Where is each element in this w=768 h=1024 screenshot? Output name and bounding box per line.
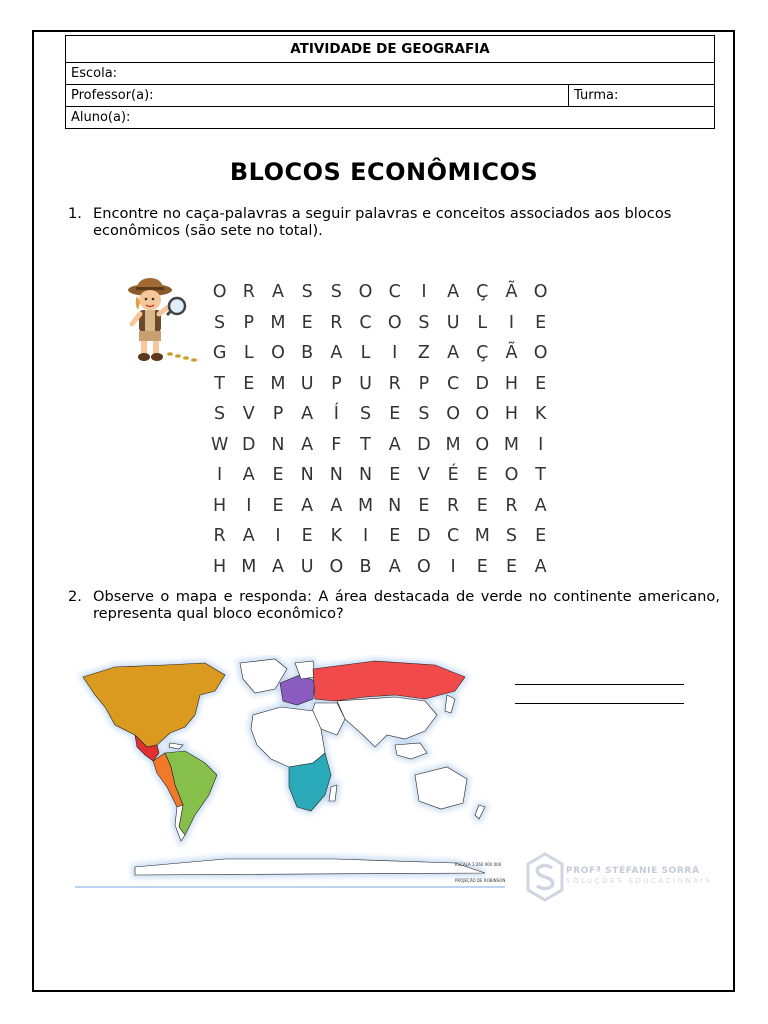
- grid-letter[interactable]: E: [389, 526, 401, 546]
- grid-letter[interactable]: N: [300, 465, 314, 485]
- world-map: [75, 655, 515, 890]
- grid-letter[interactable]: S: [359, 404, 372, 424]
- grid-letter[interactable]: S: [505, 526, 518, 546]
- grid-letter[interactable]: Í: [333, 404, 339, 424]
- explorer-illustration: [122, 276, 198, 370]
- grid-letter[interactable]: O: [212, 282, 227, 302]
- school-field: Escola:: [66, 63, 715, 85]
- grid-letter[interactable]: O: [446, 404, 460, 424]
- grid-letter[interactable]: E: [272, 495, 284, 516]
- grid-letter[interactable]: P: [418, 373, 430, 394]
- grid-letter[interactable]: Ã: [505, 282, 518, 302]
- header-table: [65, 35, 715, 129]
- grid-letter[interactable]: V: [417, 465, 430, 485]
- grid-letter[interactable]: D: [417, 434, 431, 455]
- grid-letter[interactable]: E: [476, 465, 488, 485]
- grid-letter[interactable]: A: [330, 343, 343, 363]
- grid-letter[interactable]: H: [213, 556, 227, 577]
- grid-letter[interactable]: R: [388, 373, 401, 394]
- grid-letter[interactable]: P: [243, 312, 255, 333]
- grid-letter[interactable]: A: [388, 556, 401, 577]
- grid-letter[interactable]: M: [357, 495, 374, 516]
- grid-letter[interactable]: S: [418, 404, 430, 424]
- grid-letter[interactable]: S: [330, 282, 342, 302]
- grid-letter[interactable]: L: [243, 343, 254, 363]
- grid-letter[interactable]: A: [330, 495, 343, 516]
- grid-letter[interactable]: A: [271, 282, 284, 302]
- question-2-text: Observe o mapa e responda: A área destacada de verde no continente americano, representa qual bloco econômico?: [93, 588, 720, 622]
- grid-letter[interactable]: M: [270, 312, 286, 333]
- watermark-logo: [525, 852, 565, 902]
- grid-letter[interactable]: K: [534, 404, 547, 424]
- grid-letter[interactable]: S: [214, 404, 226, 424]
- grid-letter[interactable]: E: [389, 465, 401, 485]
- grid-letter[interactable]: A: [301, 434, 314, 455]
- grid-letter[interactable]: A: [242, 465, 255, 485]
- map-region-asia: [337, 697, 437, 747]
- grid-letter[interactable]: M: [270, 373, 286, 394]
- grid-letter[interactable]: A: [301, 495, 314, 516]
- grid-letter[interactable]: R: [213, 526, 226, 546]
- grid-letter[interactable]: U: [300, 373, 314, 394]
- grid-letter[interactable]: O: [271, 343, 285, 363]
- map-projection-label: PROJEÇÃO DE ROBINSON: [455, 878, 506, 883]
- grid-letter[interactable]: M: [445, 434, 461, 455]
- class-field: Turma:: [569, 85, 715, 107]
- grid-letter[interactable]: I: [275, 526, 281, 546]
- grid-row: [205, 282, 555, 313]
- grid-letter[interactable]: S: [214, 312, 226, 333]
- grid-letter[interactable]: G: [212, 343, 227, 363]
- grid-letter[interactable]: I: [392, 343, 398, 363]
- grid-letter[interactable]: E: [272, 465, 284, 485]
- grid-letter[interactable]: E: [535, 312, 547, 333]
- grid-letter[interactable]: Ç: [476, 282, 489, 302]
- grid-letter[interactable]: P: [331, 373, 342, 394]
- map-scale-label: ESCALA 1:260 000 000: [455, 862, 502, 867]
- grid-letter[interactable]: O: [533, 282, 548, 302]
- grid-row: [205, 526, 555, 557]
- grid-letter[interactable]: E: [535, 373, 547, 394]
- grid-letter[interactable]: L: [360, 343, 371, 363]
- grid-letter[interactable]: B: [301, 343, 314, 363]
- grid-letter[interactable]: E: [301, 312, 313, 333]
- word-search-grid: [205, 282, 555, 587]
- grid-letter[interactable]: E: [476, 495, 488, 516]
- grid-letter[interactable]: E: [476, 556, 488, 577]
- grid-letter[interactable]: E: [243, 373, 255, 394]
- grid-letter[interactable]: O: [358, 282, 373, 302]
- grid-letter[interactable]: O: [475, 434, 490, 455]
- grid-letter[interactable]: R: [242, 282, 255, 302]
- grid-letter[interactable]: O: [387, 312, 402, 333]
- grid-letter[interactable]: T: [360, 434, 371, 455]
- grid-letter[interactable]: I: [362, 526, 369, 546]
- grid-letter[interactable]: W: [210, 434, 229, 455]
- grid-letter[interactable]: A: [447, 282, 460, 302]
- grid-letter[interactable]: Z: [417, 343, 430, 363]
- grid-row: [205, 313, 555, 344]
- grid-letter[interactable]: C: [446, 526, 460, 546]
- grid-letter[interactable]: N: [329, 465, 343, 485]
- grid-letter[interactable]: H: [504, 404, 519, 424]
- map-region-north-africa: [251, 707, 325, 767]
- watermark-subtext: SOLUÇÕES EDUCACIONAIS: [566, 877, 713, 885]
- grid-row: [205, 496, 555, 527]
- grid-letter[interactable]: I: [421, 282, 427, 302]
- grid-letter[interactable]: T: [535, 465, 546, 485]
- grid-letter[interactable]: E: [505, 556, 517, 577]
- grid-letter[interactable]: I: [246, 495, 252, 516]
- grid-letter[interactable]: U: [446, 312, 460, 333]
- grid-letter[interactable]: P: [272, 404, 284, 424]
- grid-letter[interactable]: O: [504, 465, 519, 485]
- grid-letter[interactable]: E: [389, 404, 401, 424]
- grid-row: [205, 374, 555, 405]
- answer-line-1[interactable]: [515, 684, 684, 685]
- grid-row: [205, 435, 555, 466]
- question-1-text: Encontre no caça-palavras a seguir palavras e conceitos associados aos blocos econômicos (são sete no total).: [93, 205, 672, 239]
- grid-letter[interactable]: U: [300, 556, 314, 577]
- grid-letter[interactable]: O: [417, 556, 431, 577]
- grid-letter[interactable]: M: [474, 526, 490, 546]
- main-title: BLOCOS ECONÔMICOS: [229, 158, 539, 186]
- grid-letter[interactable]: E: [535, 526, 547, 546]
- grid-letter[interactable]: E: [418, 495, 430, 516]
- grid-letter[interactable]: A: [242, 526, 255, 546]
- grid-letter[interactable]: D: [242, 434, 256, 455]
- grid-letter[interactable]: F: [331, 434, 342, 455]
- grid-row: [205, 404, 555, 435]
- grid-letter[interactable]: R: [505, 495, 518, 516]
- grid-letter[interactable]: S: [301, 282, 313, 302]
- grid-letter[interactable]: S: [418, 312, 430, 333]
- grid-letter[interactable]: L: [477, 312, 488, 333]
- activity-title: ATIVIDADE DE GEOGRAFIA: [66, 36, 715, 63]
- grid-letter[interactable]: Ã: [505, 343, 518, 363]
- grid-letter[interactable]: I: [217, 465, 223, 485]
- grid-letter[interactable]: C: [388, 282, 401, 302]
- answer-line-2[interactable]: [515, 703, 684, 704]
- grid-letter[interactable]: B: [359, 556, 372, 577]
- grid-letter[interactable]: V: [242, 404, 255, 424]
- grid-letter[interactable]: A: [447, 343, 460, 363]
- grid-letter[interactable]: T: [214, 373, 225, 394]
- grid-letter[interactable]: K: [330, 526, 343, 546]
- grid-letter[interactable]: C: [446, 373, 460, 394]
- grid-letter[interactable]: A: [271, 556, 284, 577]
- grid-letter[interactable]: A: [301, 404, 314, 424]
- grid-letter[interactable]: R: [330, 312, 343, 333]
- grid-letter[interactable]: M: [241, 556, 257, 577]
- grid-letter[interactable]: A: [388, 434, 401, 455]
- question-1-number: 1.: [68, 205, 82, 222]
- grid-letter[interactable]: N: [388, 495, 402, 516]
- grid-letter[interactable]: N: [358, 465, 373, 485]
- grid-letter[interactable]: D: [475, 373, 490, 394]
- grid-letter[interactable]: H: [213, 495, 227, 516]
- grid-letter[interactable]: A: [534, 495, 547, 516]
- grid-letter[interactable]: O: [329, 556, 344, 577]
- grid-letter[interactable]: I: [450, 556, 456, 577]
- grid-letter[interactable]: D: [417, 526, 431, 546]
- question-1: [68, 205, 720, 239]
- student-field: Aluno(a):: [66, 107, 715, 129]
- grid-letter[interactable]: N: [271, 434, 285, 455]
- question-2-number: 2.: [68, 588, 82, 605]
- grid-letter[interactable]: É: [447, 465, 459, 485]
- grid-letter[interactable]: E: [301, 526, 313, 546]
- map-region-north-america: [83, 663, 225, 747]
- grid-row: [205, 465, 555, 496]
- grid-row: [205, 557, 555, 588]
- watermark-text: PROFª STÉFANIE SORRÁ: [566, 866, 700, 876]
- grid-letter[interactable]: I: [538, 434, 544, 455]
- grid-letter[interactable]: U: [359, 373, 372, 394]
- grid-letter[interactable]: C: [359, 312, 372, 333]
- teacher-field: Professor(a):: [66, 85, 569, 107]
- grid-letter[interactable]: O: [533, 343, 548, 363]
- grid-letter[interactable]: Ç: [476, 343, 489, 363]
- grid-letter[interactable]: M: [503, 434, 520, 455]
- grid-row: [205, 343, 555, 374]
- grid-letter[interactable]: A: [534, 556, 547, 577]
- grid-letter[interactable]: R: [447, 495, 460, 516]
- question-2: [68, 588, 720, 622]
- grid-letter[interactable]: H: [504, 373, 519, 394]
- grid-letter[interactable]: O: [475, 404, 490, 424]
- grid-letter[interactable]: I: [508, 312, 515, 333]
